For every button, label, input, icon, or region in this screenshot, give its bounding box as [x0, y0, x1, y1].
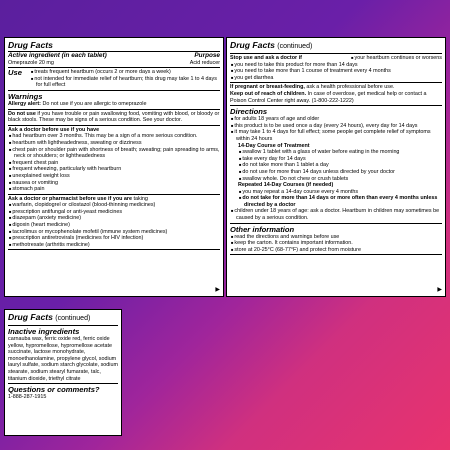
- list-item: ■ read the directions and warnings before use: [230, 234, 442, 241]
- list-item: ■ it may take 1 to 4 days for full effect; some people get complete relief of symptoms within 24 hours: [230, 129, 442, 142]
- list-item: ■ stomach pain: [8, 186, 220, 193]
- directions-title: Directions: [230, 107, 268, 117]
- other-info-title: Other information: [230, 224, 295, 234]
- list-item: ■ swallow whole. Do not chew or crush tablets: [230, 176, 442, 183]
- use-item: ■ treats frequent heartburn (occurs 2 or more days a week): [30, 69, 220, 76]
- active-ingredient-value: Omeprazole 20 mg: [8, 59, 54, 66]
- inactive-ingredients-section: [8, 326, 118, 384]
- phone-number: 1-888-287-1915: [8, 394, 47, 401]
- repeat-title: Repeated 14-Day Courses (if needed): [238, 182, 334, 189]
- list-item: ■ nausea or vomiting: [8, 180, 220, 187]
- warnings-title: Warnings: [8, 91, 43, 101]
- keep-out-of-reach: Keep out of reach of children. In case of overdose, get medical help or contact a Poison Control Center right away. (1-800-222-1222): [230, 90, 427, 104]
- warnings-section: [8, 91, 220, 250]
- list-item: ■ your heartburn continues or worsens: [350, 55, 442, 62]
- list-item: ■ you may repeat a 14-day course every 4 months: [230, 189, 442, 196]
- inactive-title: Inactive ingredients: [8, 327, 80, 336]
- drug-facts-panel-bottom: [4, 309, 122, 436]
- use-title: Use: [8, 68, 22, 78]
- use-item: ■ not intended for immediate relief of heartburn; this drug may take 1 to 4 days for full effect: [30, 76, 220, 89]
- list-item: ■ unexplained weight loss: [8, 173, 220, 180]
- list-item: ■ digoxin (heart medicine): [8, 222, 220, 229]
- active-ingredient-label: Active ingredient (in each tablet): [8, 52, 107, 59]
- list-item: ■ store at 20-25°C (68-77°F) and protect from moisture: [230, 247, 442, 254]
- panel-header: Drug Facts (continued): [8, 312, 118, 326]
- active-ingredient-section: [8, 52, 220, 68]
- list-item: ■ heartburn with lightheadedness, sweating or dizziness: [8, 140, 220, 147]
- list-item: ■ diazepam (anxiety medicine): [8, 215, 220, 222]
- continue-arrow-icon: ▶: [215, 287, 220, 294]
- panel-header: Drug Facts (continued): [230, 40, 442, 54]
- do-not-use: Do not use if you have trouble or pain swallowing food, vomiting with blood, or bloody or black stools. These may be signs of a serious condition. See your doctor.: [8, 110, 220, 124]
- list-item: ■ you need to take this product for more than 14 days: [230, 62, 442, 69]
- list-item: ■ you get diarrhea: [230, 75, 442, 82]
- stop-use-section: [230, 54, 442, 106]
- questions-section: [8, 384, 118, 402]
- list-item: ■ frequent chest pain: [8, 160, 220, 167]
- purpose-value: Acid reducer: [189, 59, 220, 66]
- allergy-alert: Allergy alert: Do not use if you are allergic to omeprazole: [8, 100, 147, 107]
- use-section: [8, 68, 220, 91]
- directions-section: [230, 106, 442, 224]
- list-item: ■ do not take more than 1 tablet a day: [230, 162, 442, 169]
- list-item: ■ methotrexate (arthritis medicine): [8, 242, 220, 249]
- list-item: ■ do not use for more than 14 days unless directed by your doctor: [230, 169, 442, 176]
- pregnancy-warning: If pregnant or breast-feeding, ask a health professional before use.: [230, 84, 395, 91]
- list-item: ■ for adults 18 years of age and older: [230, 116, 442, 123]
- list-item: ■ swallow 1 tablet with a glass of water before eating in the morning: [230, 149, 442, 156]
- list-item: ■ children under 18 years of age: ask a doctor. Heartburn in children may sometimes be caused by a serious condition.: [230, 208, 442, 221]
- purpose-label: Purpose: [194, 52, 220, 59]
- stop-use-title: Stop use and ask a doctor if: [230, 55, 302, 61]
- list-item: ■ take every day for 14 days: [230, 156, 442, 163]
- questions-title: Questions or comments?: [8, 385, 100, 395]
- list-item: ■ prescription antifungal or anti-yeast medicines: [8, 209, 220, 216]
- list-item: ■ tacrolimus or mycophenolate mofetil (immune system medicines): [8, 229, 220, 236]
- panel-header: Drug Facts: [8, 40, 220, 52]
- continue-arrow-icon: ▶: [437, 287, 442, 294]
- course-title: 14-Day Course of Treatment: [238, 142, 310, 149]
- inactive-text: carnauba wax, ferric oxide red, ferric oxide yellow, hypromellose, hypromellose acetate succinate, lactose monohydrate, monoethanolamine, propylene glycol, sodium lauryl sulfate, sodium starch glycolate, sodium stearate, sodium stearyl fumarate, talc, titanium dioxide, triethyl citrate: [8, 336, 118, 382]
- drug-facts-panel-left: [4, 37, 224, 297]
- list-item: ■ frequent wheezing, particularly with heartburn: [8, 166, 220, 173]
- other-info-section: [230, 224, 442, 256]
- list-item: ■ keep the carton. It contains important information.: [230, 240, 442, 247]
- list-item: ■ warfarin, clopidogrel or cilostazol (blood-thinning medicines): [8, 202, 220, 209]
- list-item: ■ prescription antiretrovirals (medicines for HIV infection): [8, 235, 220, 242]
- ask-pharmacist-title: Ask a doctor or pharmacist before use if you are taking: [8, 195, 148, 202]
- drug-facts-panel-right: [226, 37, 446, 297]
- list-item: ■ chest pain or shoulder pain with shortness of breath; sweating; pain spreading to arms, neck or shoulders; or lightheadedness: [8, 147, 220, 160]
- list-item: ■ had heartburn over 3 months. This may be a sign of a more serious condition.: [8, 133, 220, 140]
- ask-doctor-title: Ask a doctor before use if you have: [8, 126, 100, 133]
- list-item: ■ do not take for more than 14 days or more often than every 4 months unless directed by a doctor: [230, 195, 442, 208]
- list-item: ■ you need to take more than 1 course of treatment every 4 months: [230, 68, 442, 75]
- list-item: ■ this product is to be used once a day (every 24 hours), every day for 14 days: [230, 123, 442, 130]
